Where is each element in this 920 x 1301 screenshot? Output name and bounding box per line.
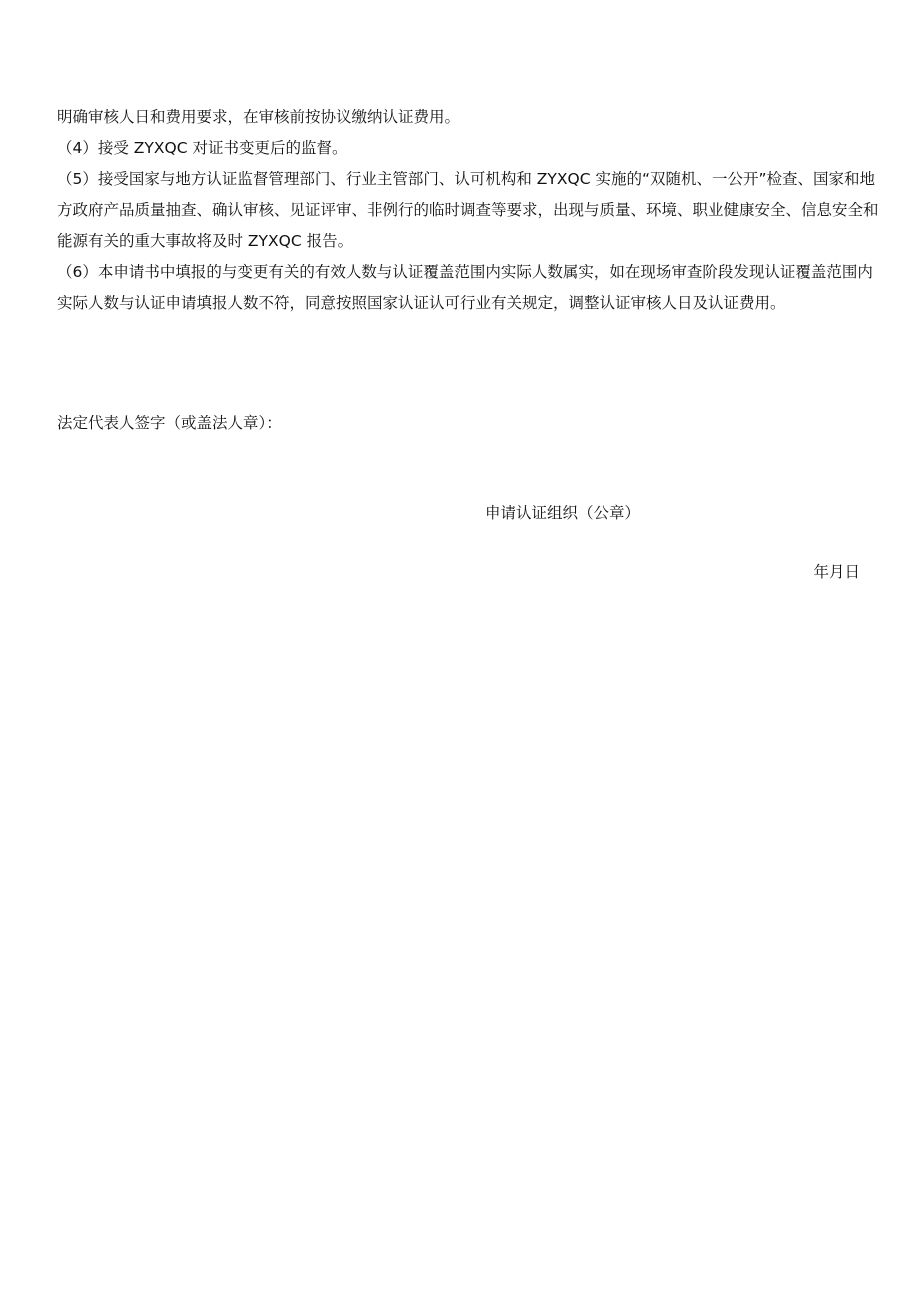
- paragraph-item-5: （5）接受国家与地方认证监督管理部门、行业主管部门、认可机构和 ZYXQC 实施的“双随机、一公开”检查、国家和地方政府产品质量抽查、确认审核、见证评审、非例行的临时调查等要求，出现与质量、环境、职业健康安全、信息安全和能源有关的重大事故将及时 ZYXQC 报告。: [57, 170, 879, 250]
- legal-representative-signature-label: 法定代表人签字（或盖法人章）：: [57, 414, 282, 432]
- paragraph-item-6: （6）本申请书中填报的与变更有关的有效人数与认证覆盖范围内实际人数属实，如在现场审查阶段发现认证覆盖范围内实际人数与认证申请填报人数不符，同意按照国家认证认可行业有关规定，调整认证审核人日及认证费用。: [57, 263, 873, 312]
- applicant-organization-seal-label: 申请认证组织（公章）: [485, 504, 641, 522]
- paragraph-item-4: （4）接受 ZYXQC 对证书变更后的监督。: [57, 139, 348, 157]
- paragraph-fee-requirements: 明确审核人日和费用要求，在审核前按协议缴纳认证费用。: [57, 108, 461, 126]
- date-label: 年月日: [813, 563, 860, 581]
